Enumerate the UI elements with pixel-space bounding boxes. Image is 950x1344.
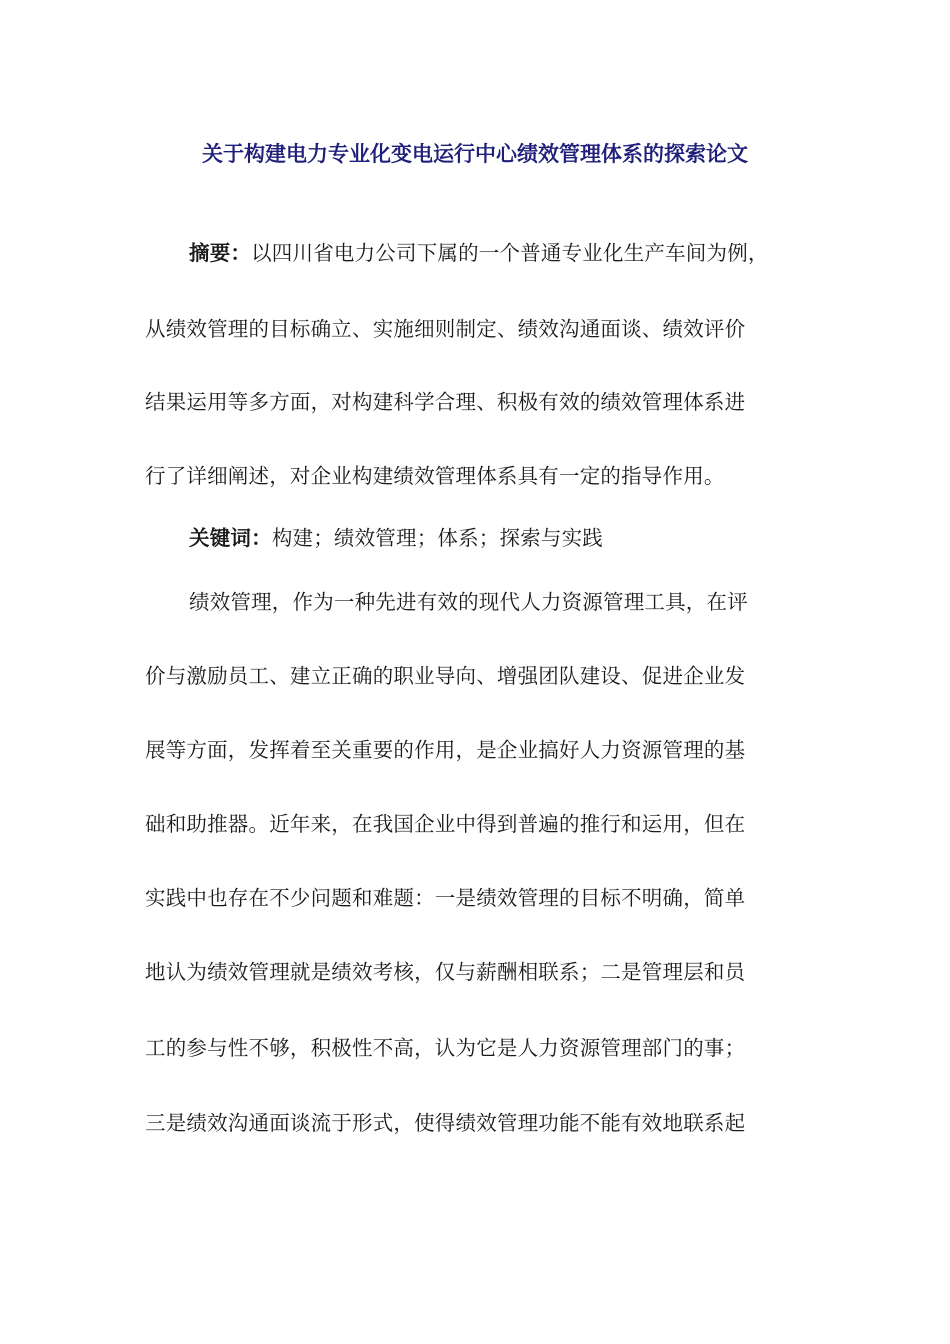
abstract-text: 以四川省电力公司下属的一个普通专业化生产车间为例， — [251, 241, 769, 265]
keywords-text: 构建；绩效管理；体系；探索与实践 — [271, 526, 604, 550]
body-line-6: 地认为绩效管理就是绩效考核，仅与薪酬相联系；二是管理层和员 — [145, 960, 746, 984]
document-title: 关于构建电力专业化变电运行中心绩效管理体系的探索论文 — [202, 142, 748, 166]
keywords-line — [189, 524, 805, 552]
body-line-1: 绩效管理，作为一种先进有效的现代人力资源管理工具，在评 — [189, 590, 748, 614]
keywords-label: 关键词： — [189, 526, 272, 550]
abstract-line-4: 行了详细阐述，对企业构建绩效管理体系具有一定的指导作用。 — [145, 464, 725, 488]
abstract-line-1 — [189, 239, 805, 267]
body-line-8: 三是绩效沟通面谈流于形式，使得绩效管理功能不能有效地联系起 — [145, 1111, 746, 1135]
body-line-7: 工的参与性不够，积极性不高，认为它是人力资源管理部门的事； — [145, 1036, 746, 1060]
body-line-5: 实践中也存在不少问题和难题：一是绩效管理的目标不明确，简单 — [145, 886, 746, 910]
body-line-2: 价与激励员工、建立正确的职业导向、增强团队建设、促进企业发 — [145, 664, 746, 688]
abstract-line-3: 结果运用等多方面，对构建科学合理、积极有效的绩效管理体系进 — [145, 390, 746, 414]
abstract-line-2: 从绩效管理的目标确立、实施细则制定、绩效沟通面谈、绩效评价 — [145, 317, 746, 341]
body-line-3: 展等方面，发挥着至关重要的作用，是企业搞好人力资源管理的基 — [145, 738, 746, 762]
body-line-4: 础和助推器。近年来，在我国企业中得到普遍的推行和运用，但在 — [145, 812, 746, 836]
abstract-label: 摘要： — [189, 241, 252, 265]
